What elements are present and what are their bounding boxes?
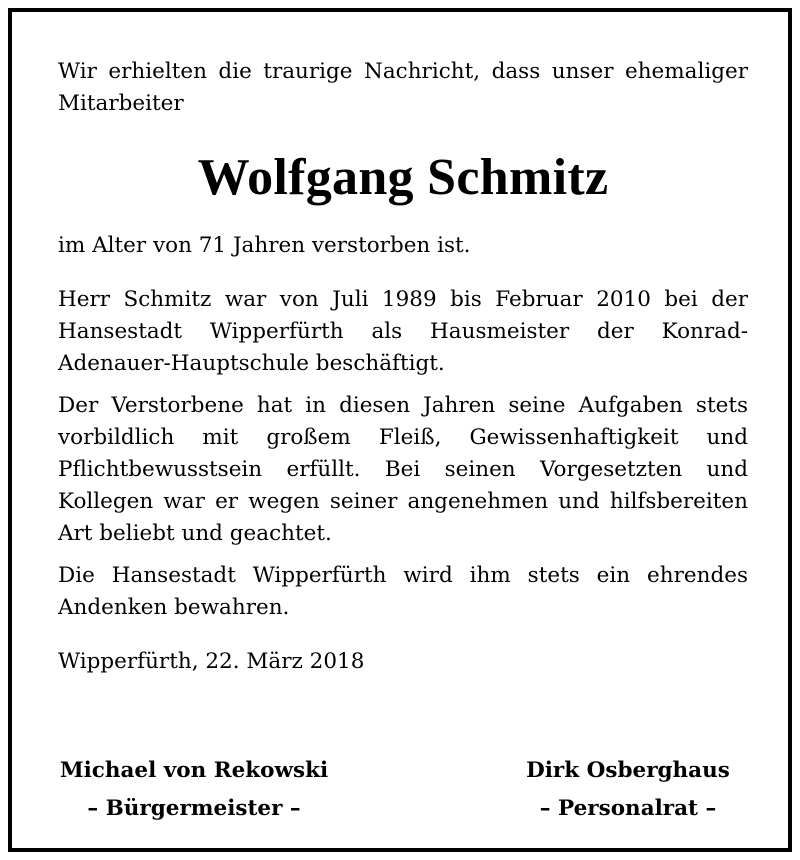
- age-line: im Alter von 71 Jahren verstorben ist.: [58, 233, 471, 258]
- signatory-name: Dirk Osberghaus: [526, 758, 730, 783]
- signatory-staff-council: [526, 752, 730, 828]
- remembrance-paragraph: Die Hansestadt Wipperfürth wird ihm stets ein ehrendes Andenken bewahren.: [58, 563, 748, 620]
- signature-block: [58, 752, 748, 832]
- signatory-title: – Personalrat –: [539, 796, 717, 821]
- obituary-notice: [8, 8, 792, 852]
- tribute-paragraph: Der Verstorbene hat in diesen Jahren seine Aufgaben stets vorbildlich mit großem Fleiß, Gewissenhaftigkeit und Pflichtbewusstsein erfüllt. Bei seinen Vorgesetzten und Kollegen war er wegen seiner angenehmen und hilfsbereiten Art beliebt und geachtet.: [58, 393, 748, 546]
- signatory-mayor: [58, 752, 330, 828]
- deceased-name: Wolfgang Schmitz: [197, 149, 609, 206]
- intro-text: Wir erhielten die traurige Nachricht, dass unser ehemaliger Mitarbeiter: [58, 59, 748, 116]
- signatory-name: Michael von Rekowski: [59, 758, 329, 783]
- place-date: Wipperfürth, 22. März 2018: [58, 649, 365, 674]
- employment-paragraph: Herr Schmitz war von Juli 1989 bis Februar 2010 bei der Hansestadt Wipperfürth als Hausmeister der Konrad-Adenauer-Hauptschule beschäftigt.: [58, 287, 748, 376]
- signatory-title: – Bürgermeister –: [87, 796, 301, 821]
- notice-content: [58, 56, 748, 821]
